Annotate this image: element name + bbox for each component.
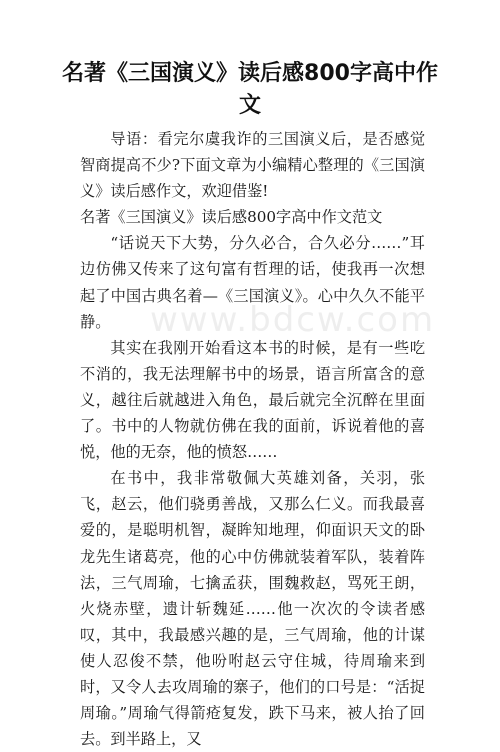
paragraph-quote: “话说天下大势，分久必合，合久必分……”耳边仿佛又传来了这句富有哲理的话，使我再一次想起了中国古典名着—《三国演义》。心中久久不能平静。	[80, 234, 425, 331]
paragraph-subtitle: 名著《三国演义》读后感800字高中作文范文	[80, 208, 383, 227]
article-body	[80, 126, 436, 752]
paragraph-intro: 导语：看完尔虞我诈的三国演义后，是否感觉智商提高不少?下面文章为小编精心整理的《三国演义》读后感作文，欢迎借鉴!	[80, 130, 425, 201]
page-title: 名著《三国演义》读后感800字高中作文	[62, 61, 438, 118]
paragraph-reading: 其实在我刚开始看这本书的时候，是有一些吃不消的，我无法理解书中的场景，语言所富含的意义，越往后就越进入角色，最后就完全沉醉在里面了。书中的人物就仿佛在我的面前，诉说着他的喜悦，他的无奈，他的愤怒……	[80, 338, 425, 462]
paragraph-characters: 在书中，我非常敬佩大英雄刘备，关羽，张飞，赵云，他们骁勇善战，又那么仁义。而我最喜爱的，是聪明机智，凝眸知地理，仰面识天文的卧龙先生诸葛亮，他的心中仿佛就装着军队，装着阵法，三气周瑜，七擒孟获，围魏救赵，骂死王朗，火烧赤壁，遗计斩魏延……他一次次的令读者感叹，其中，我最感兴趣的是，三气周瑜，他的计谋使人忍俊不禁，他吩咐赵云守住城，待周瑜来到时，又令人去攻周瑜的寨子，他们的口号是：“活捉周瑜。”周瑜气得箭疮复发，跌下马来，被人抬了回去。到半路上，又	[80, 469, 425, 749]
watermark: www.bdcw.com	[150, 300, 436, 340]
